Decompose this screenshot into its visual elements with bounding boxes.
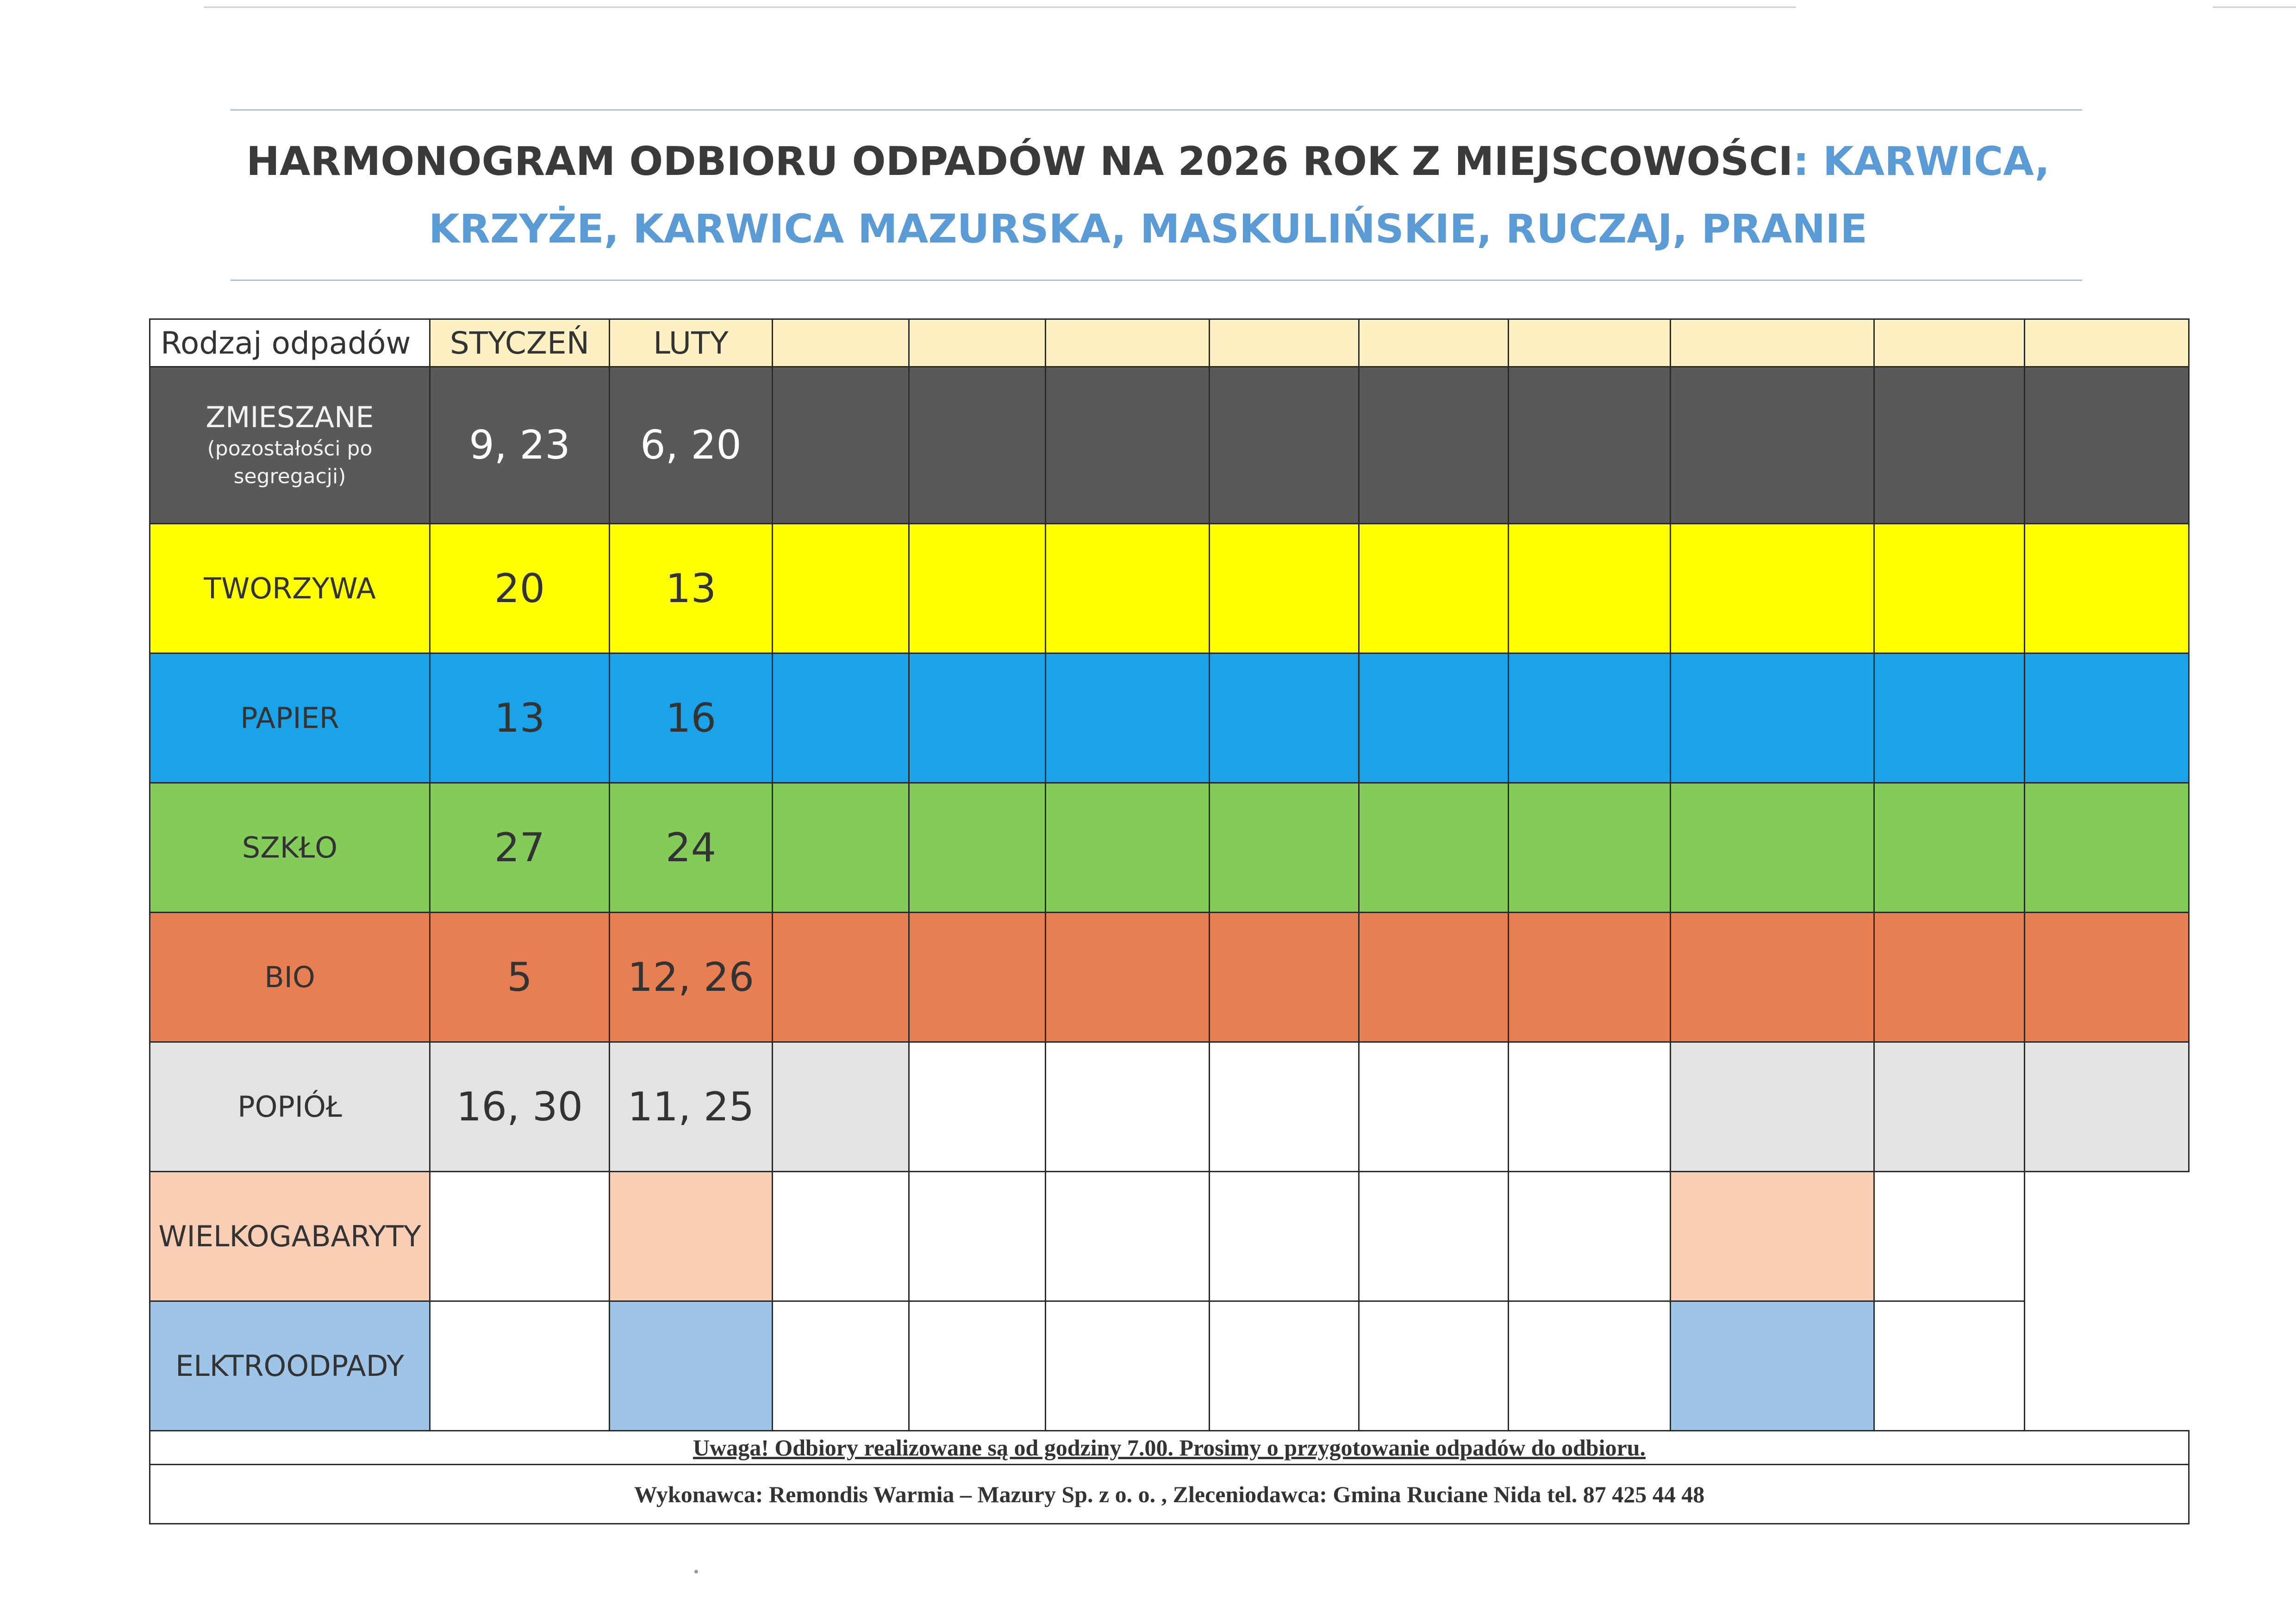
scan-speck xyxy=(694,1570,698,1573)
row-szklo xyxy=(150,783,2189,913)
empty-cell xyxy=(1874,524,2025,653)
cell-papier-styczen: 13 xyxy=(430,653,610,783)
scan-edge-line xyxy=(204,6,1796,8)
header-month-8 xyxy=(1509,319,1671,367)
empty-cell xyxy=(1509,1172,1671,1301)
row-wielkogabaryty xyxy=(150,1172,2189,1301)
empty-cell xyxy=(909,524,1046,653)
header-month-10 xyxy=(1874,319,2025,367)
empty-cell xyxy=(773,524,909,653)
header-month-7 xyxy=(1359,319,1509,367)
header-month-1: STYCZEŃ xyxy=(430,319,610,367)
empty-cell xyxy=(1046,1042,1210,1172)
title-black-text: HARMONOGRAM ODBIORU ODPADÓW NA 2026 ROK Z MIEJSCOWOŚCI xyxy=(246,138,1793,185)
empty-cell xyxy=(909,913,1046,1042)
empty-cell xyxy=(909,783,1046,913)
empty-cell xyxy=(909,1172,1046,1301)
empty-cell xyxy=(1210,783,1359,913)
header-month-6 xyxy=(1210,319,1359,367)
empty-cell xyxy=(909,367,1046,524)
cell-zmieszane-styczen: 9, 23 xyxy=(430,367,610,524)
empty-cell xyxy=(1359,367,1509,524)
empty-cell xyxy=(1046,1172,1210,1301)
cell-tworzywa-styczen: 20 xyxy=(430,524,610,653)
empty-cell xyxy=(1359,1042,1509,1172)
row-label-zmieszane xyxy=(150,367,430,524)
empty-cell xyxy=(1046,913,1210,1042)
empty-cell xyxy=(2025,1042,2189,1172)
empty-cell xyxy=(1210,913,1359,1042)
label-text: ZMIESZANE xyxy=(206,400,374,434)
row-label-popiol: POPIÓŁ xyxy=(150,1042,430,1172)
empty-cell xyxy=(1509,524,1671,653)
empty-cell xyxy=(1046,367,1210,524)
empty-cell xyxy=(1509,1042,1671,1172)
empty-cell xyxy=(1671,524,1874,653)
title-blue-text: : KARWICA, xyxy=(1793,138,2050,185)
empty-cell xyxy=(909,1042,1046,1172)
empty-cell xyxy=(1874,783,2025,913)
page-title-line-2 xyxy=(139,199,2157,259)
empty-cell xyxy=(1210,1172,1359,1301)
empty-cell xyxy=(909,653,1046,783)
page-title-line-1 xyxy=(139,131,2157,192)
empty-cell xyxy=(1509,783,1671,913)
title-rule-top xyxy=(231,109,2082,111)
empty-cell xyxy=(1874,653,2025,783)
cell-elektroodpady-styczen xyxy=(430,1301,610,1431)
empty-cell xyxy=(1359,1301,1509,1431)
cell-wielkogabaryty-luty xyxy=(610,1172,773,1301)
empty-cell xyxy=(1359,783,1509,913)
cell-wielkogabaryty-styczen xyxy=(430,1172,610,1301)
header-row xyxy=(150,319,2189,367)
empty-cell xyxy=(773,367,909,524)
cell-tworzywa-luty: 13 xyxy=(610,524,773,653)
empty-cell xyxy=(2025,783,2189,913)
empty-cell xyxy=(1210,653,1359,783)
cell-bio-luty: 12, 26 xyxy=(610,913,773,1042)
empty-cell xyxy=(1046,1301,1210,1431)
empty-cell xyxy=(773,783,909,913)
title-rule-bottom xyxy=(231,280,2082,281)
empty-cell xyxy=(1359,1172,1509,1301)
row-label-elektroodpady: ELKTROODPADY xyxy=(150,1301,430,1431)
empty-cell xyxy=(773,1042,909,1172)
header-type-label: Rodzaj odpadów xyxy=(150,319,430,367)
sublabel-text: (pozostałości po segregacji) xyxy=(207,437,373,488)
empty-cell xyxy=(1509,913,1671,1042)
empty-cell xyxy=(773,913,909,1042)
header-month-9 xyxy=(1671,319,1874,367)
empty-cell xyxy=(773,653,909,783)
empty-cell xyxy=(1874,367,2025,524)
row-bio xyxy=(150,913,2189,1042)
empty-cell xyxy=(1509,653,1671,783)
empty-cell xyxy=(2025,653,2189,783)
cell-elektroodpady-luty xyxy=(610,1301,773,1431)
cell-szklo-luty: 24 xyxy=(610,783,773,913)
empty-cell xyxy=(1046,783,1210,913)
empty-cell xyxy=(1359,524,1509,653)
empty-cell xyxy=(909,1301,1046,1431)
empty-cell xyxy=(2025,524,2189,653)
empty-cell xyxy=(773,1301,909,1431)
schedule-table xyxy=(149,318,2190,1524)
row-label-bio: BIO xyxy=(150,913,430,1042)
empty-cell xyxy=(1046,524,1210,653)
empty-cell xyxy=(1359,653,1509,783)
cell-popiol-styczen: 16, 30 xyxy=(430,1042,610,1172)
empty-cell xyxy=(1874,913,2025,1042)
empty-cell xyxy=(1210,1042,1359,1172)
row-label-tworzywa: TWORZYWA xyxy=(150,524,430,653)
empty-cell xyxy=(1671,653,1874,783)
empty-cell xyxy=(1671,367,1874,524)
cell-popiol-luty: 11, 25 xyxy=(610,1042,773,1172)
cell-papier-luty: 16 xyxy=(610,653,773,783)
empty-cell xyxy=(2025,367,2189,524)
note-contractor: Wykonawca: Remondis Warmia – Mazury Sp. z o. o. , Zleceniodawca: Gmina Ruciane Nida tel. 87 425 44 48 xyxy=(150,1465,2189,1524)
empty-cell xyxy=(1359,913,1509,1042)
header-month-3 xyxy=(773,319,909,367)
title-blue-text-2: KRZYŻE, KARWICA MAZURSKA, MASKULIŃSKIE, RUCZAJ, PRANIE xyxy=(429,206,1867,252)
cell-bio-styczen: 5 xyxy=(430,913,610,1042)
note-row-2 xyxy=(150,1465,2189,1524)
empty-cell xyxy=(1671,1301,1874,1431)
empty-cell xyxy=(1671,783,1874,913)
row-label-papier: PAPIER xyxy=(150,653,430,783)
row-label-wielkogabaryty: WIELKOGABARYTY xyxy=(150,1172,430,1301)
empty-cell xyxy=(1210,524,1359,653)
row-papier xyxy=(150,653,2189,783)
note-row-1 xyxy=(150,1431,2189,1465)
row-popiol xyxy=(150,1042,2189,1172)
empty-cell xyxy=(1671,1172,1874,1301)
empty-cell xyxy=(773,1172,909,1301)
header-month-4 xyxy=(909,319,1046,367)
empty-cell xyxy=(1046,653,1210,783)
cell-szklo-styczen: 27 xyxy=(430,783,610,913)
row-zmieszane xyxy=(150,367,2189,524)
empty-cell xyxy=(1874,1301,2025,1431)
empty-cell xyxy=(1509,1301,1671,1431)
note-hours: Uwaga! Odbiory realizowane są od godziny 7.00. Prosimy o przygotowanie odpadów do odbioru. xyxy=(150,1431,2189,1465)
empty-cell xyxy=(1671,1042,1874,1172)
header-month-2: LUTY xyxy=(610,319,773,367)
empty-cell xyxy=(1874,1172,2025,1301)
row-label-szklo: SZKŁO xyxy=(150,783,430,913)
empty-cell xyxy=(2025,913,2189,1042)
row-elektroodpady xyxy=(150,1301,2189,1431)
cell-zmieszane-luty: 6, 20 xyxy=(610,367,773,524)
empty-cell xyxy=(1671,913,1874,1042)
scan-edge-line xyxy=(2213,6,2296,8)
empty-cell xyxy=(1210,1301,1359,1431)
header-month-5 xyxy=(1046,319,1210,367)
empty-cell xyxy=(1874,1042,2025,1172)
row-tworzywa xyxy=(150,524,2189,653)
empty-cell xyxy=(1509,367,1671,524)
header-month-11 xyxy=(2025,319,2189,367)
empty-cell xyxy=(1210,367,1359,524)
